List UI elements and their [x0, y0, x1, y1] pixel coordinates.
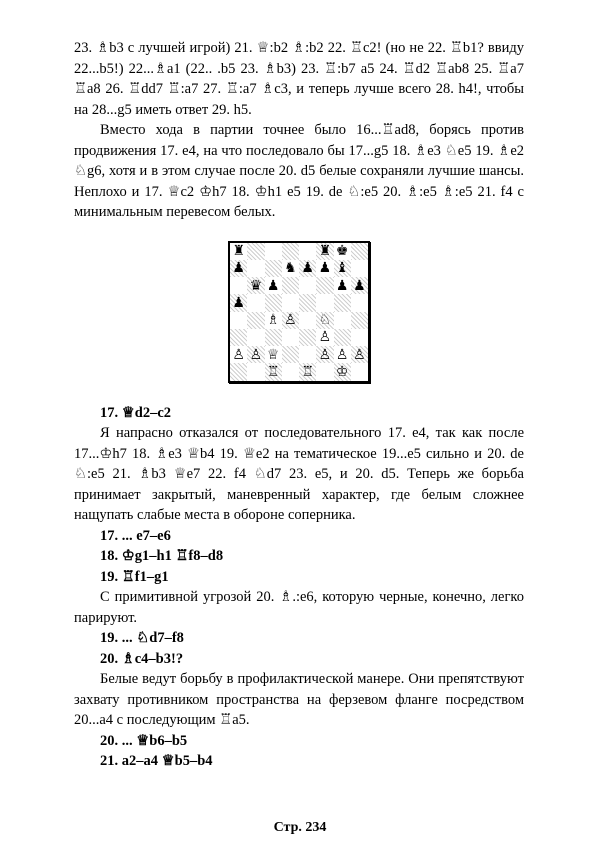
board-square — [351, 363, 368, 380]
board-square: ♙ — [282, 312, 299, 329]
board-square — [247, 329, 264, 346]
chess-board — [228, 241, 370, 383]
board-square — [282, 329, 299, 346]
board-square: ♜ — [232, 243, 245, 260]
board-square: ♚ — [335, 243, 349, 260]
board-square — [265, 294, 282, 311]
board-square: ♙ — [335, 346, 349, 363]
board-square — [351, 294, 368, 311]
board-square — [299, 346, 316, 363]
move-17-black: 17. ... e7–e6 — [100, 527, 171, 544]
board-square — [247, 260, 264, 277]
board-square — [282, 294, 299, 311]
board-square — [316, 363, 333, 380]
board-square — [282, 277, 299, 294]
board-square — [282, 243, 299, 260]
board-square — [282, 346, 299, 363]
board-square — [351, 243, 368, 260]
move-19-black: 19. ... ♘d7–f8 — [100, 630, 184, 646]
board-square — [351, 329, 368, 346]
board-square — [247, 294, 264, 311]
board-square — [316, 294, 333, 311]
board-square — [282, 363, 299, 380]
board-square: ♙ — [232, 346, 245, 363]
board-square — [299, 294, 316, 311]
board-square — [265, 260, 282, 277]
board-square — [230, 277, 247, 294]
move-17-white: 17. ♕d2–c2 — [100, 404, 171, 421]
commentary-paragraph-3: Я напрасно отказался от последовательного 17. e4, так как после 17...♔h7 18. ♗e3 ♕b4 19. ♕e2 на тематическое 19...e5 сильно и 20. de ♘:e5 21. ♗b3 ♕e7 22. f4 ♘d7 23. e5, и 20. d5. Теперь же борьба принимает закрытый, маневренный характер, где белым сложнее нащупать слабые места в обороне соперника. — [74, 425, 524, 523]
move-21: 21. a2–a4 ♕b5–b4 — [100, 753, 213, 769]
move-18: 18. ♔g1–h1 ♖f8–d8 — [100, 548, 224, 564]
board-square — [316, 277, 333, 294]
board-square: ♝ — [334, 260, 351, 277]
commentary-paragraph-5: Белые ведут борьбу в профилактической манере. Они препятствуют захвату противником пространства на ферзевом фланге посредством 20...a4 с последующим ♖a5. — [74, 671, 524, 728]
board-square — [230, 329, 247, 346]
board-square — [230, 312, 247, 329]
board-square — [299, 329, 316, 346]
board-square: ♟ — [318, 260, 332, 277]
board-square — [247, 363, 264, 380]
board-square: ♟ — [230, 294, 247, 311]
board-square — [351, 260, 368, 277]
board-square: ♟ — [299, 260, 316, 277]
commentary-paragraph-2: Вместо хода в партии точнее было 16...♖ad8, борясь против продвижения 17. e4, на что последовало бы 17...g5 18. ♗e3 ♘e5 19. ♗e2 ♘g6, хотя и в этом случае после 20. d5 белые сохраняли лучшие шансы. Неплохо и 17. ♕c2 ♔h7 18. ♔h1 e5 19. de ♘:e5 20. ♗:e5 ♗:e5 21. f4 с минимальным перевесом белых. — [74, 122, 524, 220]
move-20-black: 20. ... ♕b6–b5 — [100, 732, 188, 749]
board-square: ♟ — [230, 260, 247, 277]
board-square: ♕ — [266, 346, 280, 363]
board-square: ♟ — [266, 277, 280, 294]
board-square: ♖ — [265, 363, 282, 380]
board-square — [299, 243, 316, 260]
board-square: ♟ — [351, 277, 368, 294]
commentary-paragraph-1: 23. ♗b3 с лучшей игрой) 21. ♕:b2 ♗:b2 22. ♖c2! (но не 22. ♖b1? ввиду 22...b5!) 22...♗a1 (22.. .b5 23. ♗b3) 23. ♖:b7 a5 24. ♖d2 ♖ab8 25. ♖a7 ♖a8 26. ♖dd7 ♖:a7 27. ♖:a7 ♗c3, и теперь лучше всего 28. h4!, чтобы на 28...g5 иметь ответ 29. h5. — [74, 40, 524, 118]
page-body — [74, 38, 524, 772]
commentary-paragraph-4: С примитивной угрозой 20. ♗.:e6, которую черные, конечно, легко парируют. — [74, 589, 524, 626]
board-square — [334, 294, 351, 311]
board-square: ♙ — [247, 346, 264, 363]
board-square: ♙ — [318, 329, 332, 346]
board-square: ♙ — [351, 346, 368, 363]
board-square: ♘ — [316, 312, 333, 329]
board-square: ♟ — [335, 277, 349, 294]
board-square — [299, 277, 316, 294]
board-square — [265, 329, 282, 346]
board-square: ♖ — [299, 363, 316, 380]
board-square — [334, 312, 351, 329]
board-square — [299, 312, 316, 329]
board-square — [265, 243, 282, 260]
move-19-white: 19. ♖f1–g1 — [100, 568, 169, 585]
board-square — [351, 312, 368, 329]
board-square — [334, 329, 351, 346]
board-square — [247, 312, 264, 329]
board-square — [230, 363, 247, 380]
chess-diagram — [74, 241, 524, 383]
board-square: ♗ — [266, 312, 280, 329]
board-square: ♞ — [284, 260, 297, 277]
board-square: ♛ — [247, 277, 264, 294]
page-number: Стр. 234 — [273, 820, 327, 835]
board-square: ♔ — [334, 363, 351, 380]
board-square — [247, 243, 264, 260]
move-20-white: 20. ♗c4–b3!? — [100, 650, 184, 667]
board-square: ♙ — [316, 346, 333, 363]
board-square: ♜ — [316, 243, 333, 260]
